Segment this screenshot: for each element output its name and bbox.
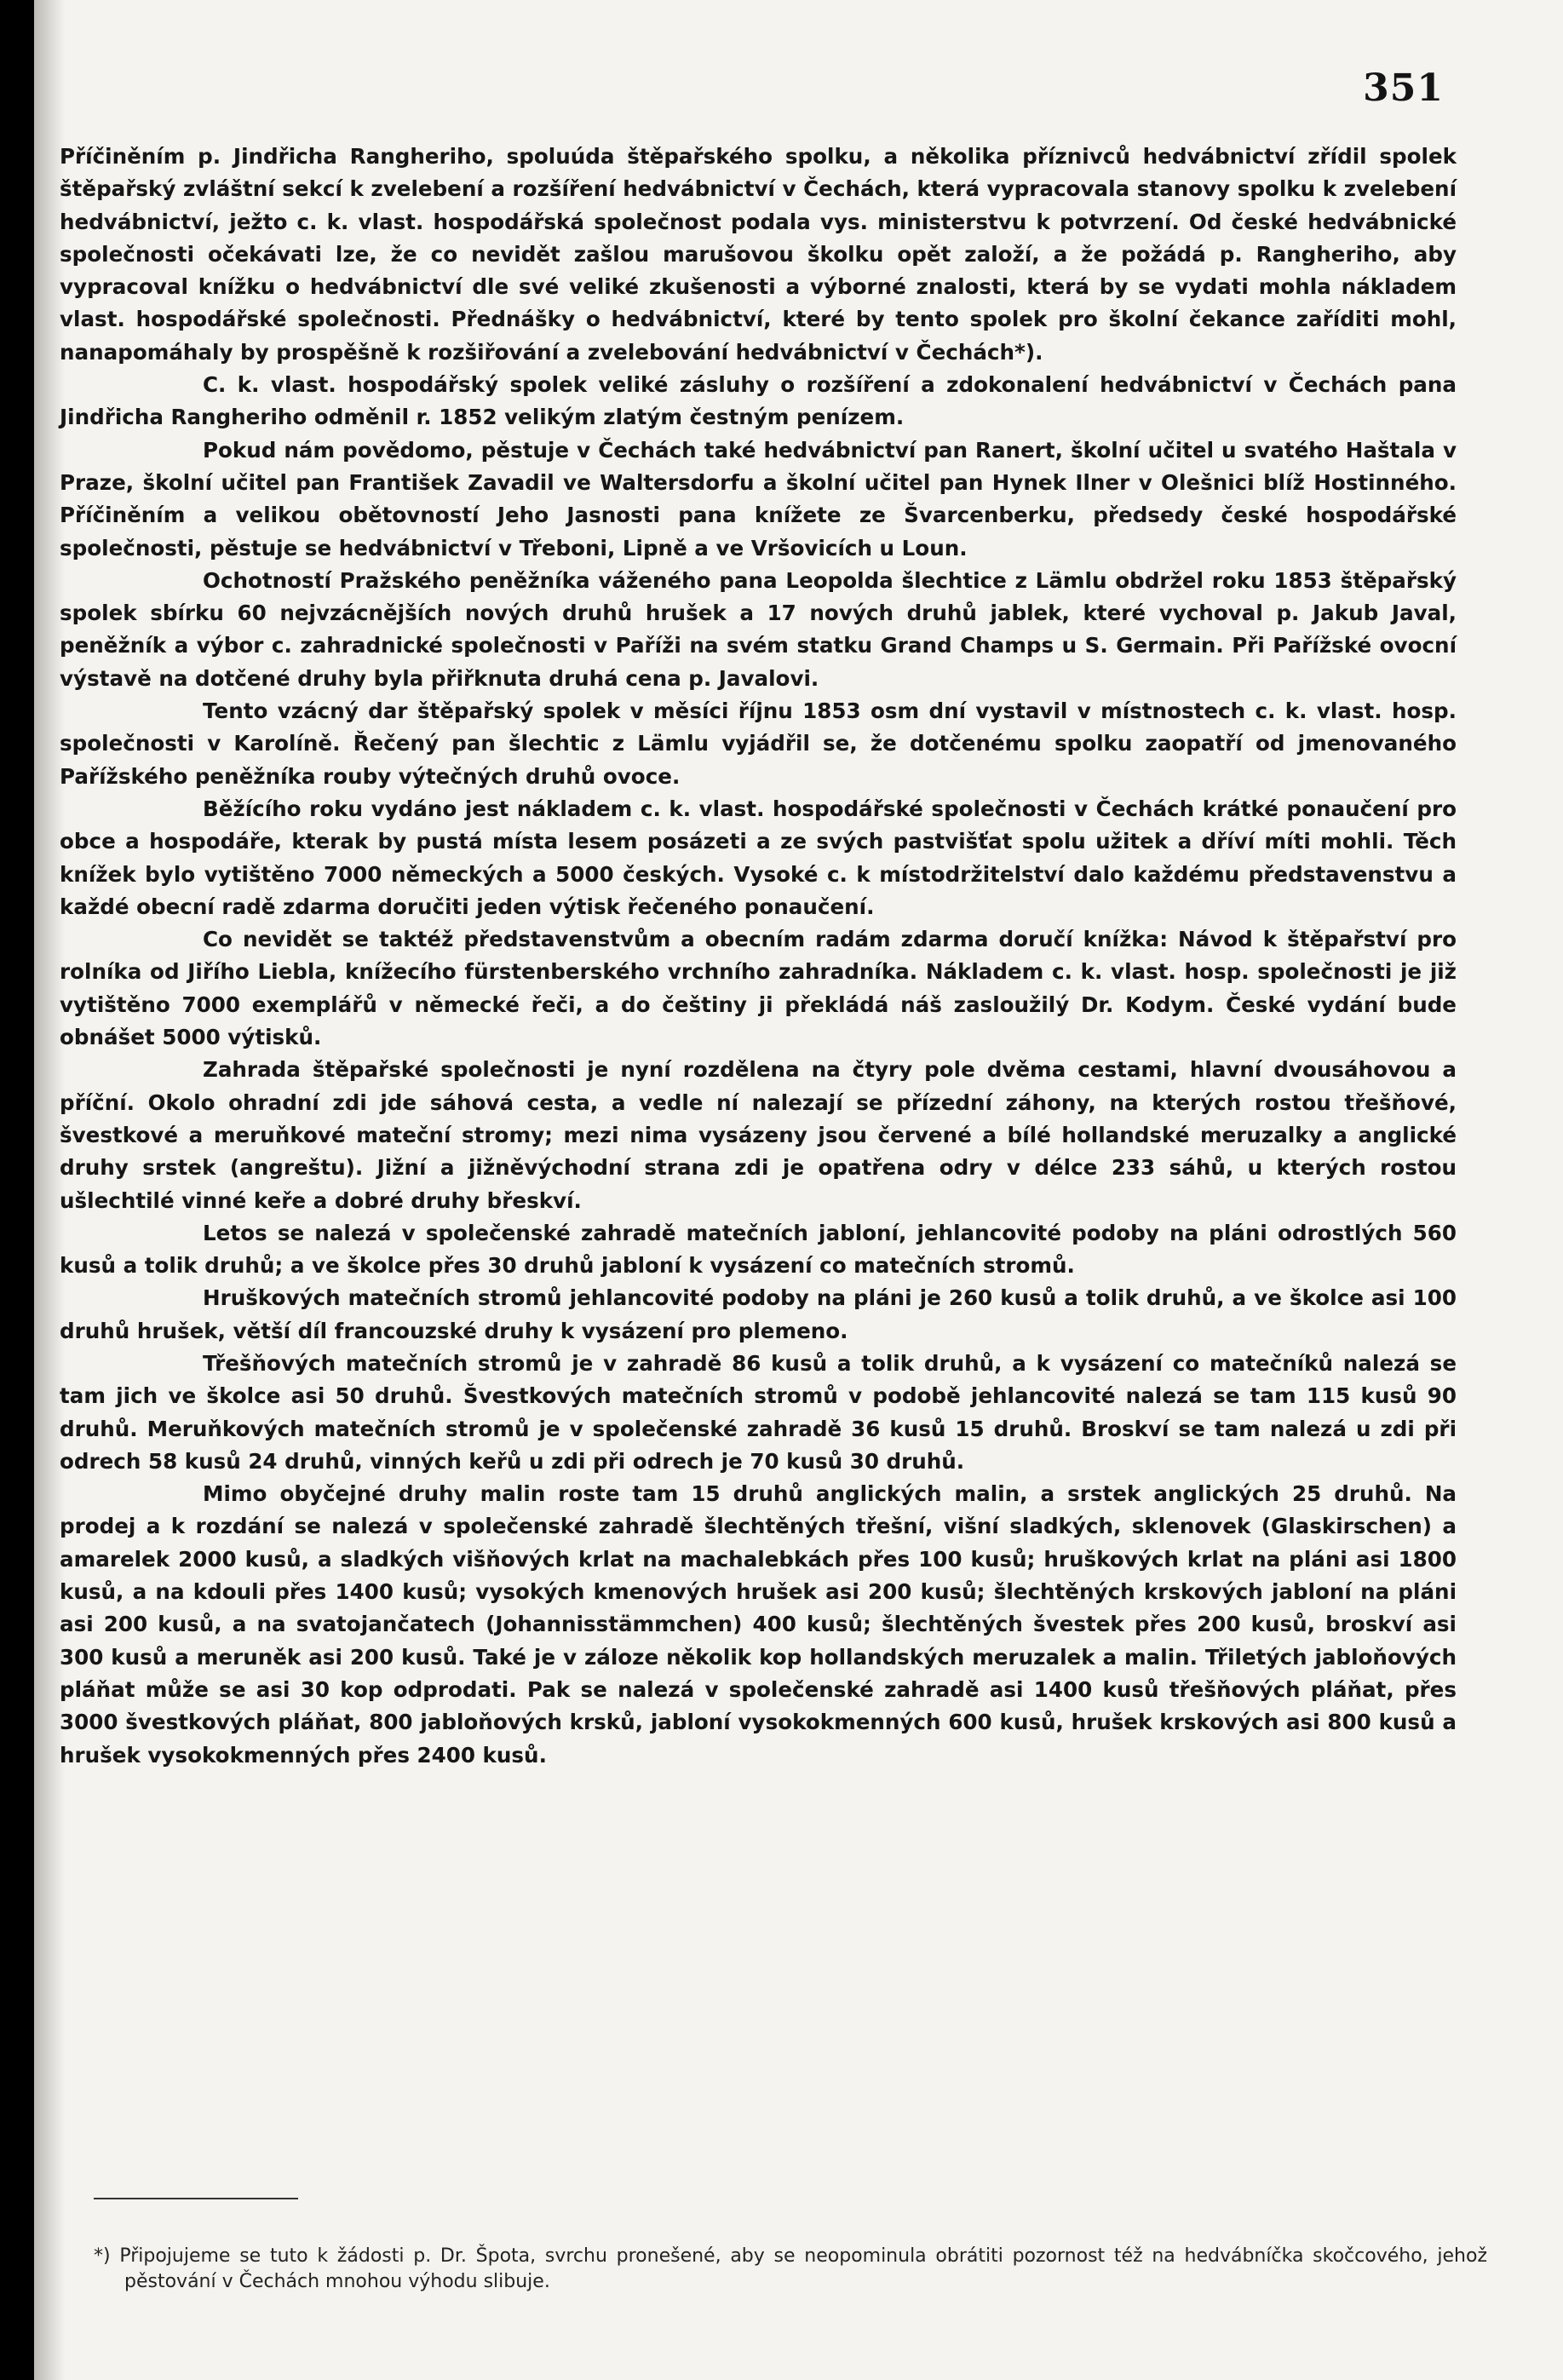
paragraph-11: Třešňových matečních stromů je v zahradě 86 kusů a tolik druhů, a k vysázení co matečníků nalezá se tam jich ve školce asi 50 druhů. Švestkových matečních stromů v podobě jehlancovité nalezá se tam 115 kusů 90 druhů. Meruňkových matečních stromů je v společenské zahradě 36 kusů 15 druhů. Broskví se tam nalezá u zdi při odrech 58 kusů 24 druhů, vinných keřů u zdi při odrech je 70 kusů 30 druhů. [60, 1350, 1457, 1474]
paragraph-8: Zahrada štěpařské společnosti je nyní rozdělena na čtyry pole dvěma cestami, hlavní dvousáhovou a příční. Okolo ohradní zdi jde sáhová cesta, a vedle ní nalezají se přízední záhony, na kterých rostou třešňové, švestkové a meruňkové mateční stromy; mezi nima vysázeny jsou červené a bílé hollandské meruzalky a anglické druhy srstek (angreštu). Jižní a jižněvýchodní strana zdi je opatřena odry v délce 233 sáhů, u kterých rostou ušlechtilé vinné keře a dobré druhy břeskví. [60, 1057, 1457, 1213]
paragraph-12: Mimo obyčejné druhy malin roste tam 15 druhů anglických malin, a srstek anglických 25 druhů. Na prodej a k rozdání se nalezá v společenské zahradě šlechtěných třešní, višní sladkých, sklenovek (Glaskirschen) a amarelek 2000 kusů, a sladkých višňových krlat na machalebkách přes 100 kusů; hruškových krlat na pláni asi 1800 kusů, a na kdouli přes 1400 kusů; vysokých kmenových hrušek asi 200 kusů; šlechtěných krskových jabloní na pláni asi 200 kusů, a na svatojančatech (Johannisstämmchen) 400 kusů; šlechtěných švestek přes 200 kusů, broskví asi 300 kusů a meruněk asi 200 kusů. Také je v záloze několik kop hollandských meruzalek a malin. Třiletých jabloňových pláňat může se asi 30 kop odprodati. Pak se nalezá v společenské zahradě asi 1400 kusů třešňových pláňat, přes 3000 švestkových pláňat, 800 jabloňových krsků, jabloní vysokokmenných 600 kusů, hrušek krskových asi 800 kusů a hrušek vysokokmenných přes 2400 kusů. [60, 1481, 1457, 1768]
book-page [34, 0, 1563, 2380]
paragraph-1: Příčiněním p. Jindřicha Rangheriho, spoluúda štěpařského spolku, a několika příznivců hedvábnictví zřídil spolek štěpařský zvláštní sekcí k zvelebení a rozšíření hedvábnictví v Čechách, která vypracovala stanovy spolku k zvelebení hedvábnictví, ježto c. k. vlast. hospodářská společnost podala vys. ministerstvu k potvrzení. Od české hedvábnické společnosti očekávati lze, že co nevidět zašlou marušovou školku opět založí, a že požádá p. Rangheriho, aby vypracoval knížku o hedvábnictví dle své veliké zkušenosti a výborné znalosti, která by se vydati mohla nákladem vlast. hospodářské společnosti. Přednášky o hedvábnictví, které by tento spolek pro školní čekance zaříditi mohl, nanapomáhaly by prospěšně k rozšiřování a zvelebování hedvábnictví v Čechách*). [60, 144, 1457, 365]
paragraph-10: Hruškových matečních stromů jehlancovité podoby na pláni je 260 kusů a tolik druhů, a ve školce asi 100 druhů hrušek, větší díl francouzské druhy k vysázení pro plemeno. [60, 1285, 1457, 1343]
paragraph-5: Tento vzácný dar štěpařský spolek v měsíci říjnu 1853 osm dní vystavil v místnostech c. k. vlast. hosp. společnosti v Karolíně. Řečený pan šlechtic z Lämlu vyjádřil se, že dotčenému spolku zaopatří od jmenovaného Pařížského peněžníka rouby výtečných druhů ovoce. [60, 698, 1457, 789]
paragraph-3: Pokud nám povědomo, pěstuje v Čechách také hedvábnictví pan Ranert, školní učitel u svatého Haštala v Praze, školní učitel pan František Zavadil ve Waltersdorfu a školní učitel pan Hynek Ilner v Olešnici blíž Hostinného. Příčiněním a velikou obětovností Jeho Jasnosti pana knížete ze Švarcenberku, předsedy české hospodářské společnosti, pěstuje se hedvábnictví v Třeboni, Lipně a ve Vršovicích u Loun. [60, 437, 1457, 561]
paragraph-6: Běžícího roku vydáno jest nákladem c. k. vlast. hospodářské společnosti v Čechách krátké ponaučení pro obce a hospodáře, kterak by pustá místa lesem posázeti a ze svých pastvišťat spolu užitek a dříví míti mohli. Těch knížek bylo vytištěno 7000 německých a 5000 českých. Vysoké c. k místodržitelství dalo každému představenstvu a každé obecní radě zdarma doručiti jeden výtisk řečeného ponaučení. [60, 796, 1457, 919]
paragraph-7: Co nevidět se taktéž představenstvům a obecním radám zdarma doručí knížka: Návod k štěpařství pro rolníka od Jiřího Liebla, knížecího fürstenberského vrchního zahradníka. Nákladem c. k. vlast. hosp. společnosti je již vytištěno 7000 exemplářů v německé řeči, a do češtiny ji překládá náš zasloužilý Dr. Kodym. České vydání bude obnášet 5000 výtisků. [60, 927, 1457, 1050]
body-text [60, 141, 1457, 1772]
paragraph-2: C. k. vlast. hospodářský spolek veliké zásluhy o rozšíření a zdokonalení hedvábnictví v Čechách pana Jindřicha Rangheriho odměnil r. 1852 velikým zlatým čestným penízem. [60, 372, 1457, 430]
footnote: *) Připojujeme se tuto k žádosti p. Dr. Špota, svrchu pronešené, aby se neopominula obrátiti pozornost též na hedvábníčka skočcového, jehož pěstování v Čechách mnohou výhodu slibuje. [94, 2245, 1487, 2292]
footnote-divider [94, 2198, 298, 2199]
paragraph-9: Letos se nalezá v společenské zahradě matečních jabloní, jehlancovité podoby na pláni odrostlých 560 kusů a tolik druhů; a ve školce přes 30 druhů jabloní k vysázení co matečních stromů. [60, 1220, 1457, 1279]
paragraph-4: Ochotností Pražského peněžníka váženého pana Leopolda šlechtice z Lämlu obdržel roku 1853 štěpařský spolek sbírku 60 nejvzácnějších nových druhů hrušek a 17 nových druhů jablek, které vychoval p. Jakub Javal, peněžník a výbor c. zahradnické společnosti v Paříži na svém statku Grand Champs u S. Germain. Při Pařížské ovocní výstavě na dotčené druhy byla přiřknuta druhá cena p. Javalovi. [60, 567, 1457, 691]
page-number: 351 [1363, 66, 1444, 110]
